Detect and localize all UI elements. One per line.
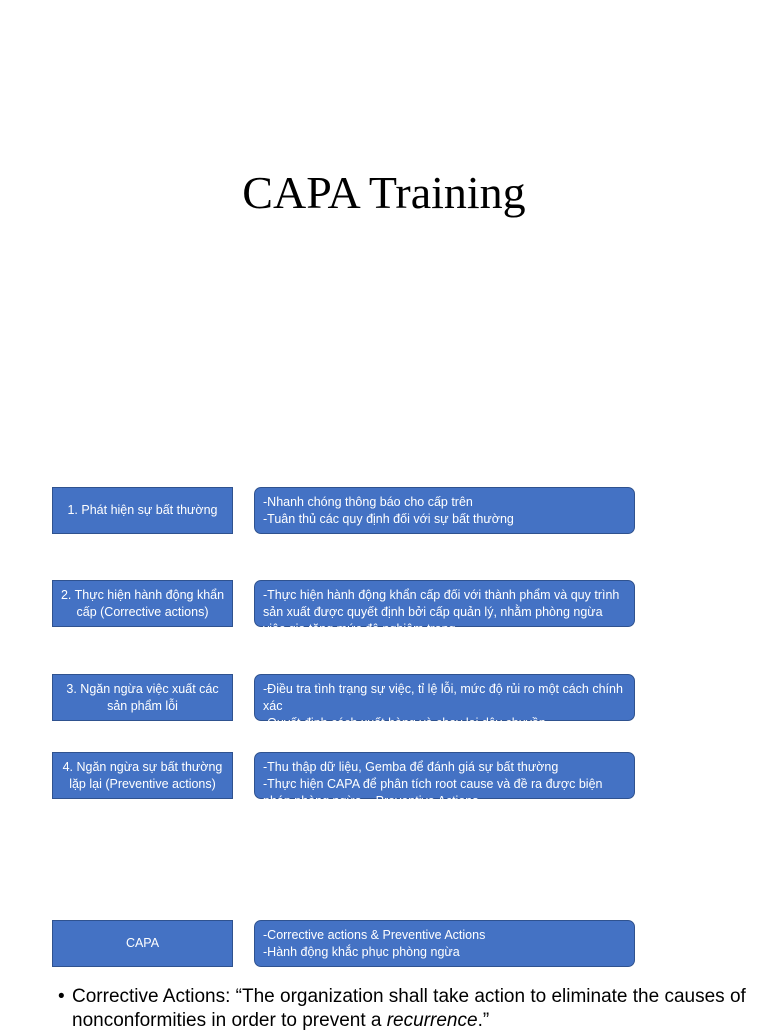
desc-box-preventive <box>254 752 635 808</box>
slide-title: CAPA Training <box>242 167 526 218</box>
step-box-prevent-shipping <box>52 674 233 721</box>
step-label: 1. Phát hiện sự bất thường <box>67 503 218 517</box>
bullet-lead: Corrective Actions: “The organization shall take action to eliminate the causes of nonconformities in order to prevent a <box>72 986 746 1031</box>
bullet-body <box>58 985 758 1033</box>
desc-line: -Thực hiện CAPA để phân tích root cause và đề ra được biện pháp phòng ngừa – Preventive Actions <box>263 777 603 808</box>
desc-line: -Thu thập dữ liệu, Gemba để đánh giá sự bất thường <box>263 760 559 774</box>
bullet-tail: .” <box>477 1010 490 1031</box>
step-label: 3. Ngăn ngừa việc xuất các sản phẩm lỗi <box>66 681 219 713</box>
step-label: 2. Thực hiện hành động khẩn cấp (Corrective actions) <box>60 587 225 619</box>
step-box-preventive <box>52 752 233 799</box>
desc-line: -Hành động khắc phục phòng ngừa <box>263 945 460 959</box>
desc-line: -Điều tra tình trạng sự việc, tỉ lệ lỗi, mức độ rủi ro một cách chính xác <box>263 682 623 713</box>
step-box-corrective <box>52 580 233 627</box>
step-label: 4. Ngăn ngừa sự bất thường lặp lại (Preventive actions) <box>62 759 223 791</box>
desc-box-capa <box>254 920 635 967</box>
desc-line: -Thực hiện hành động khẩn cấp đối với thành phẩm và quy trình sản xuất được quyết định bởi cấp quản lý, nhằm phòng ngừa việc gia tăng mức độ nghiêm trong <box>263 588 620 636</box>
desc-line: -Nhanh chóng thông báo cho cấp trên <box>263 495 473 509</box>
desc-box-prevent-shipping <box>254 674 635 730</box>
step-box-detect <box>52 487 233 534</box>
bullet-icon: • <box>58 986 65 1007</box>
desc-line: -Tuân thủ các quy định đối với sự bất thường <box>263 512 514 526</box>
desc-box-corrective <box>254 580 635 636</box>
desc-line: -Quyết định cách xuất hàng và chạy lại dây chuyền <box>263 716 546 730</box>
step-box-capa <box>52 920 233 967</box>
desc-line: -Corrective actions & Preventive Actions <box>263 928 486 942</box>
corrective-actions-bullet <box>58 985 758 1033</box>
step-label: CAPA <box>125 936 160 950</box>
bullet-emphasis: recurrence <box>386 1010 478 1031</box>
desc-box-detect <box>254 487 635 534</box>
